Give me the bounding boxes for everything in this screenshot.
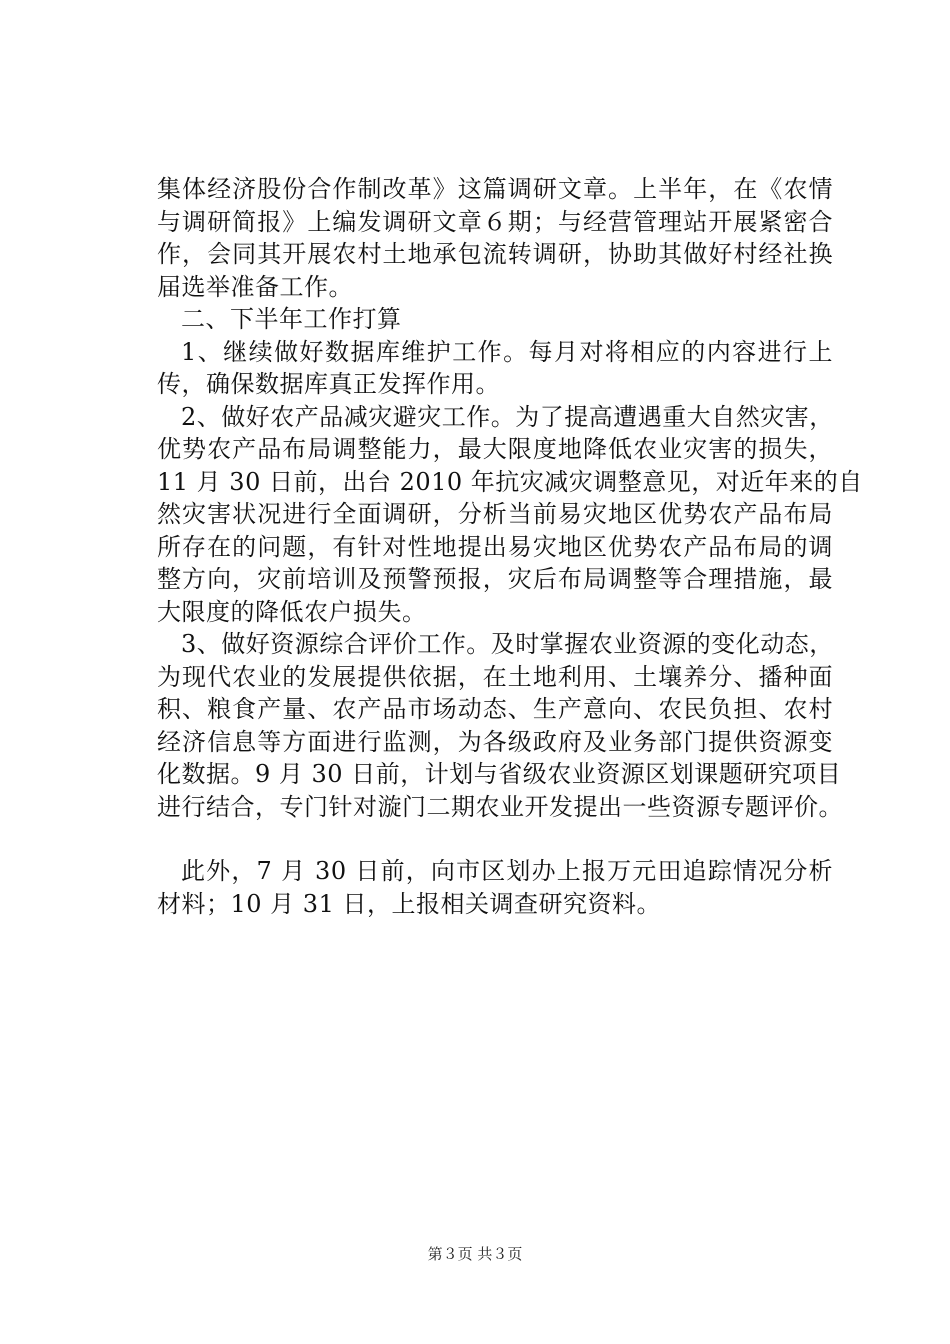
paragraph-item-2 [157,401,863,629]
text-line: 进行结合，专门针对漩门二期农业开发提出一些资源专题评价。 [157,792,843,821]
text-line: 2、做好农产品减灾避灾工作。为了提高遭遇重大自然灾害， [181,402,834,431]
paragraph-spacer [157,823,833,855]
page-footer: 第３页 共３页 [427,1245,523,1263]
text-line: 材料；10 月 31 日，上报相关调查研究资料。 [157,889,661,918]
document-body [157,173,863,920]
text-line: 与调研简报》上编发调研文章６期；与经营管理站开展紧密合 [157,207,833,236]
text-line: 优势农产品布局调整能力，最大限度地降低农业灾害的损失， [157,435,833,463]
paragraph-item-1 [157,336,833,401]
text-line: 作，会同其开展农村土地承包流转调研，协助其做好村经社换 [157,240,833,268]
text-line: 传，确保数据库真正发挥作用。 [157,370,500,398]
text-line: 11 月 30 日前，出台 2010 年抗灾减灾调整意见，对近年来的自 [157,467,863,496]
text-line: 然灾害状况进行全面调研，分析当前易灾地区优势农产品布局 [157,500,833,528]
text-line: 1、继续做好数据库维护工作。每月对将相应的内容进行上 [181,337,833,366]
text-line: 3、做好资源综合评价工作。及时掌握农业资源的变化动态， [181,630,834,658]
text-line: 整方向，灾前培训及预警预报，灾后布局调整等合理措施，最 [157,565,833,593]
paragraph-additional [157,855,833,920]
text-line: 大限度的降低农户损失。 [157,597,427,626]
paragraph-continuation [157,173,833,303]
heading-line: 二、下半年工作打算 [181,305,402,333]
text-line: 积、粮食产量、农产品市场动态、生产意向、农民负担、农村 [157,695,833,723]
paragraph-item-3 [157,628,843,823]
text-line: 所存在的问题，有针对性地提出易灾地区优势农产品布局的调 [157,532,833,561]
text-line: 届选举准备工作。 [157,272,353,301]
text-line: 化数据。9 月 30 日前，计划与省级农业资源区划课题研究项目 [157,760,842,788]
text-line: 集体经济股份合作制改革》这篇调研文章。上半年，在《农情 [157,175,833,203]
text-line: 此外，7 月 30 日前，向市区划办上报万元田追踪情况分析 [181,857,833,885]
text-line: 为现代农业的发展提供依据，在土地利用、土壤养分、播种面 [157,662,833,691]
section-heading [157,303,833,336]
text-line: 经济信息等方面进行监测，为各级政府及业务部门提供资源变 [157,727,833,756]
